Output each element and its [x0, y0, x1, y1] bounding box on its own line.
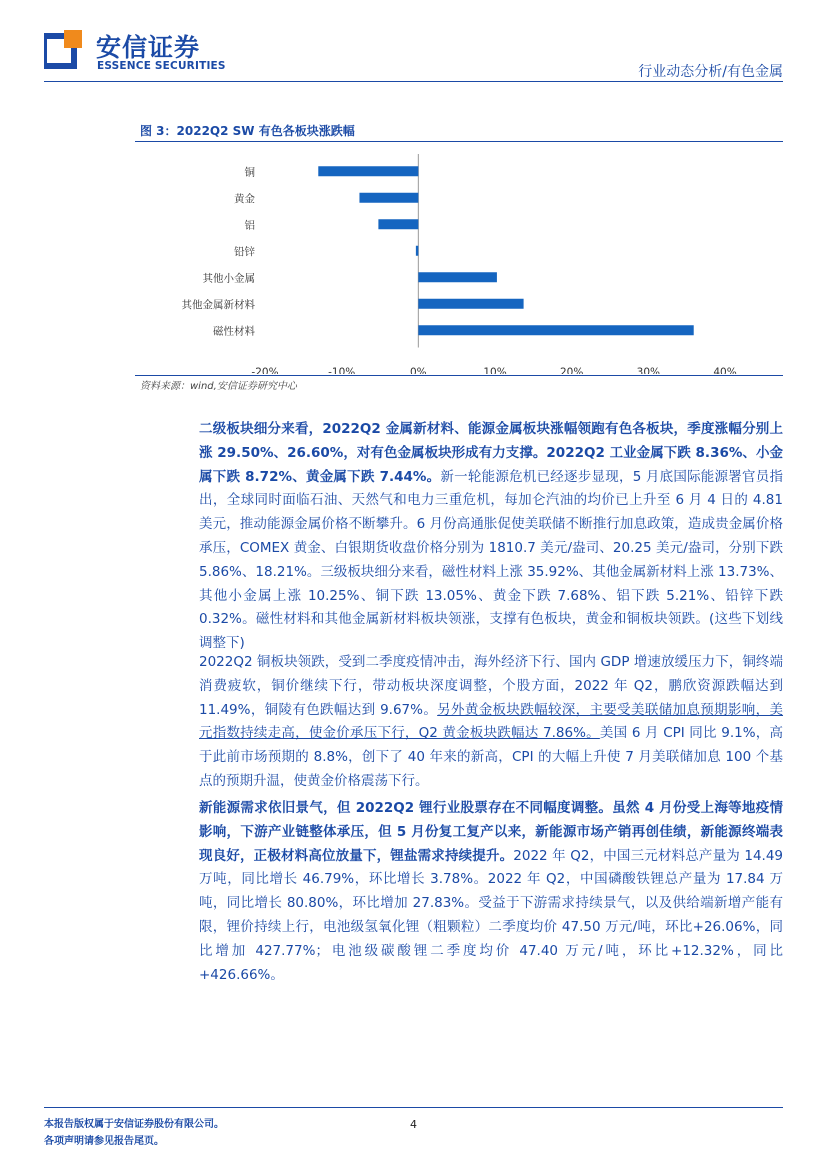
category-label-1: 黄金 — [234, 192, 255, 205]
figure-bottom-rule — [135, 375, 783, 376]
paragraph-sector-overview — [199, 418, 783, 656]
footer-disclaimer: 各项声明请参见报告尾页。 — [44, 1136, 164, 1147]
bar-6 — [418, 325, 693, 335]
p2-body-2: 美国 6 月 CPI 同比 9.1%，高于此前市场预期的 8.8%，创下了 40 年来的新高，CPI 的大幅上升使 7 月美联储加息 100 个基点的预期升温，使黄金价格震荡下行。 — [199, 725, 783, 789]
category-label-6: 磁性材料 — [213, 325, 255, 338]
figure-top-rule — [135, 141, 783, 142]
bar-3 — [416, 246, 418, 256]
paragraph-copper-gold — [199, 651, 783, 794]
category-label-5: 其他金属新材料 — [181, 298, 255, 311]
p2-body-1: 2022Q2 铜板块领跌，受到二季度疫情冲击，海外经济下行、国内 GDP 增速放缓压力下，铜终端消费疲软，铜价继续下行，带动板块深度调整，个股方面，2022 年 Q2，鹏欣资源跌幅达到 11.49%，铜陵有色跌幅达到 9.67%。 — [199, 654, 783, 718]
company-logo-icon — [44, 30, 88, 70]
brand-name-cn: 安信证券 — [96, 33, 201, 62]
x-tick-label-6: 40% — [713, 366, 737, 374]
p3-lead: 新能源需求依旧景气，但 2022Q2 锂行业股票存在不同幅度调整。虽然 4 月份受上海等地疫情影响，下游产业链整体承压，但 5 月份复工复产以来，新能源市场产销再创佳绩，新能源终端表现良好，正极材料高位放量下，锂盐需求持续提升。 — [199, 800, 783, 864]
category-label-0: 铜 — [244, 166, 255, 179]
bar-2 — [378, 219, 418, 229]
figure-source: 资料来源：wind,安信证券研究中心 — [140, 381, 297, 392]
bar-chart-svg — [135, 144, 783, 374]
footer-copyright: 本报告版权属于安信证券股份有限公司。 — [44, 1119, 224, 1130]
x-tick-label-2: 0% — [409, 366, 427, 374]
x-tick-label-0: -20% — [251, 366, 279, 374]
report-category: 行业动态分析/有色金属 — [638, 64, 783, 80]
p1-body: 新一轮能源危机已经逐步显现，5 月底国际能源署官员指出，全球同时面临石油、天然气和电力三重危机，每加仑汽油的均价已上升至 6 月 4 日的 4.81 美元，推动能源金属价格不断攀升。6 月份高通胀促使美联储不断推行加息政策，造成贵金属价格承压，COMEX 黄金、白银期货收盘价格分别为 1810.7 美元/盎司、20.25 美元/盎司，分别下跌 5.86%、18.21%。三级板块细分来看，磁性材料上涨 35.92%、其他金属新材料上涨 13.73%、其他小金属上涨 10.25%、铜下跌 13.05%、黄金下跌 7.68%、铝下跌 5.21%、铅锌下跌 0.32%。磁性材料和其他金属新材料板块领涨，支撑有色板块，黄金和铜板块领跌。(这些下划线调整下) — [199, 468, 783, 652]
footer-divider — [44, 1107, 783, 1108]
bar-5 — [418, 299, 523, 309]
category-label-2: 铝 — [244, 219, 255, 232]
bar-4 — [418, 272, 497, 282]
bar-chart — [135, 144, 783, 374]
x-tick-label-4: 20% — [559, 366, 584, 374]
header-divider — [44, 81, 783, 82]
page-number: 4 — [410, 1118, 417, 1131]
x-tick-label-5: 30% — [636, 366, 661, 374]
p2-underlined: 另外黄金板块跌幅较深，主要受美联储加息预期影响，美元指数持续走高，使金价承压下行，Q2 黄金板块跌幅达 7.86%。 — [199, 701, 784, 742]
bar-0 — [318, 166, 418, 176]
paragraph-lithium — [199, 797, 783, 987]
category-label-3: 铅锌 — [234, 245, 255, 258]
x-tick-label-1: -10% — [328, 366, 356, 374]
x-tick-label-3: 10% — [483, 366, 507, 374]
p1-lead: 二级板块细分来看，2022Q2 金属新材料、能源金属板块涨幅领跑有色各板块，季度涨幅分别上涨 29.50%、26.60%，对有色金属板块形成有力支撑。2022Q2 工业金属下跌 8.36%、小金属下跌 8.72%、黄金属下跌 7.44%。 — [199, 421, 783, 485]
figure-title: 图 3：2022Q2 SW 有色各板块涨跌幅 — [140, 124, 355, 138]
brand-name-en: ESSENCE SECURITIES — [97, 60, 226, 72]
category-label-4: 其他小金属 — [202, 272, 255, 285]
bar-1 — [359, 193, 418, 203]
p3-body: 2022 年 Q2，中国三元材料总产量为 14.49 万吨，同比增长 46.79%，环比增长 3.78%。2022 年 Q2，中国磷酸铁锂总产量为 17.84 万吨，同比增长 80.80%，环比增加 27.83%。受益于下游需求持续景气，以及供给端新增产能有限，锂价持续上行，电池级氢氧化锂（粗颗粒）二季度均价 47.50 万元/吨，环比+26.06%，同比增加 427.77%；电池级碳酸锂二季度均价 47.40 万元/吨，环比+12.32%，同比+426.66%。 — [199, 847, 784, 983]
